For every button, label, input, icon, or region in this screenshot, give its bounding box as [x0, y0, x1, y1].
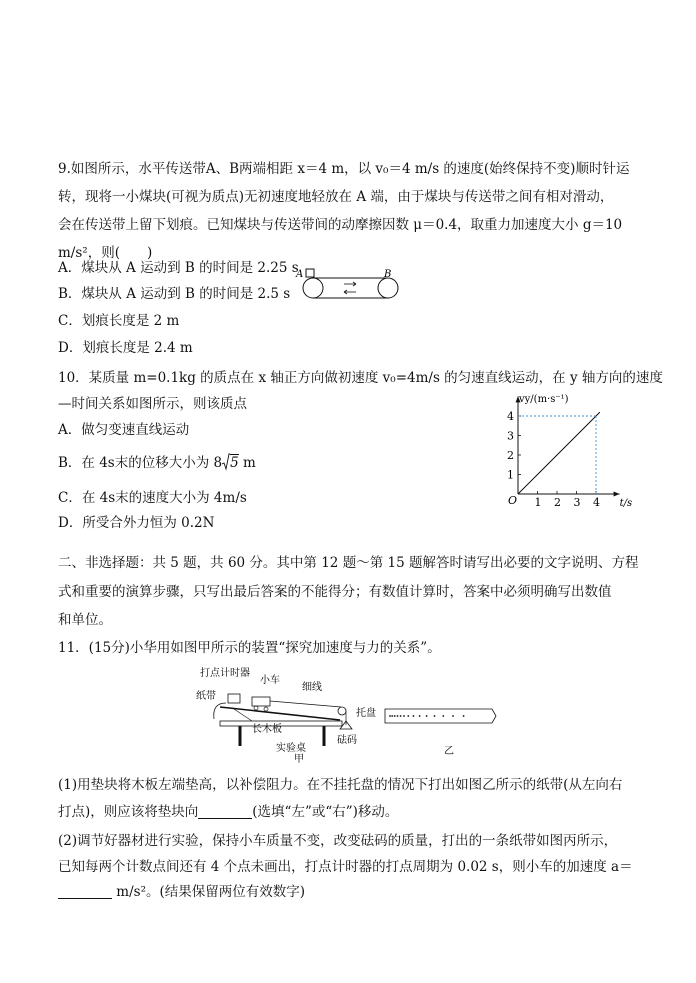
q11-part1-line-2	[58, 802, 398, 822]
q10-option-d: D．所受合外力恒为 0.2N	[58, 515, 215, 531]
x-tick-label: 1	[534, 496, 542, 509]
tape-dot	[442, 715, 444, 717]
cart-body	[252, 697, 270, 706]
label-tray: 托盘	[356, 708, 376, 719]
q10-option-b	[58, 453, 256, 473]
x-tick-label: 3	[573, 496, 581, 509]
tape-dot	[413, 715, 415, 717]
q11-part1-line-1: (1)用垫块将木板左端垫高，以补偿阻力。在不挂托盘的情况下打出如图乙所示的纸带(从左向右	[58, 777, 623, 793]
label-b: B	[384, 269, 392, 280]
sqrt-symbol	[222, 453, 239, 473]
conveyor-belt-figure	[292, 268, 404, 304]
q9-option-d: D．划痕长度是 2.4 m	[58, 340, 193, 356]
answer-blank-1[interactable]	[198, 804, 252, 819]
q11-part2-post: m/s²。(结果保留两位有效数字)	[112, 884, 306, 900]
y-tick-label: 1	[507, 468, 514, 482]
paper-tape-yi	[385, 709, 496, 723]
tape-dot	[391, 715, 393, 717]
q11-part2-line-3	[58, 882, 305, 902]
q11-part2-line-2: 已知每两个计数点间还有 4 个点未画出，打点计时器的打点周期为 0.02 s，则小车的加速度 a＝	[58, 859, 633, 875]
q9-line-1: 9.如图所示，水平传送带A、B两端相距 x＝4 m，以 v₀＝4 m/s 的速度(始终保持不变)顺时针运	[58, 161, 630, 177]
y-tick-label: 3	[507, 429, 514, 443]
x-axis-label: t/s	[619, 498, 633, 509]
q10-option-a: A．做匀变速直线运动	[58, 422, 190, 438]
label-tape: 纸带	[196, 691, 216, 702]
tape-dot	[407, 715, 409, 717]
q9-line-3: 会在传送带上留下划痕。已知煤块与传送带间的动摩擦因数 μ＝0.4，取重力加速度大小 g＝10	[58, 217, 623, 233]
left-pulley	[303, 278, 323, 298]
tape-dot	[419, 715, 421, 717]
pulley	[338, 707, 346, 715]
vy-t-chart	[498, 386, 638, 516]
y-axis-label: vy/(m·s⁻¹)	[519, 394, 569, 405]
q11-part1-pre: 打点)，则应该将垫块向	[58, 804, 199, 820]
tape-dots	[389, 715, 464, 717]
q11-part2-line-1: (2)调节好器材进行实验，保持小车质量不变，改变砝码的质量，打出的一条纸带如图丙所示，	[58, 833, 618, 849]
q10-option-b-unit: m	[238, 455, 256, 471]
label-a: A	[296, 269, 304, 280]
y-tick-label: 4	[507, 410, 514, 423]
y-tick-label: 2	[507, 449, 514, 462]
label-weight: 砝码	[337, 735, 357, 746]
q9-option-b: B．煤块从 A 运动到 B 的时间是 2.5 s	[58, 286, 291, 302]
series-line	[518, 412, 600, 494]
timer-box	[228, 694, 240, 703]
wooden-board	[220, 707, 340, 720]
label-table: 实验桌	[276, 743, 306, 754]
tape-dot	[434, 715, 436, 717]
q11-title: 11．(15分)小华用如图甲所示的装置“探究加速度与力的关系”。	[58, 640, 441, 656]
tape-dot	[452, 715, 454, 717]
q10-option-b-text: B．在 4s末的位移大小为 8	[58, 455, 223, 471]
q9-line-2: 转，现将一小煤块(可视为质点)无初速度地轻放在 A 端，由于煤块与传送带之间有相对滑动，	[58, 189, 614, 205]
q9-option-a: A．煤块从 A 运动到 B 的时间是 2.25 s	[58, 260, 299, 276]
label-cart: 小车	[260, 675, 280, 686]
q10-line-2: —时间关系如图所示，则该质点	[58, 396, 247, 412]
tape-dot	[426, 715, 428, 717]
label-board: 长木板	[252, 724, 282, 735]
x-tick-label: 4	[593, 496, 600, 509]
tape-dot	[389, 715, 391, 717]
label-timer: 打点计时器	[200, 668, 250, 679]
answer-blank-2[interactable]	[58, 884, 112, 899]
label-jia: 甲	[294, 754, 304, 765]
origin-label: O	[508, 494, 518, 507]
x-tick-label: 2	[554, 496, 561, 509]
q11-part1-post: (选填“左”或“右”)移动。	[252, 804, 399, 820]
q9-line-4: m/s²，则( )	[58, 245, 153, 261]
q10-line-1: 10．某质量 m=0.1kg 的质点在 x 轴正方向做初速度 v₀=4m/s 的匀速直线运动，在 y 轴方向的速度	[58, 370, 663, 386]
coal-block	[306, 269, 314, 277]
string-line	[270, 701, 341, 707]
section2-line-2: 式和重要的演算步骤，只写出最后答案的不能得分；有数值计算时，答案中必须明确写出数值	[58, 584, 612, 600]
section2-line-1: 二、非选择题：共 5 题，共 60 分。其中第 12 题～第 15 题解答时请写出必要的文字说明、方程	[58, 555, 639, 571]
tape-dot	[463, 715, 465, 717]
tape-dot	[397, 715, 399, 717]
right-pulley	[378, 278, 398, 298]
tape-dot	[394, 715, 396, 717]
tape-dot	[403, 715, 405, 717]
x-axis-arrow	[614, 492, 620, 497]
label-yi: 乙	[444, 746, 454, 757]
tape-dot	[400, 715, 402, 717]
label-string: 细线	[302, 682, 322, 693]
sqrt-radicand: 5	[230, 455, 239, 471]
q10-option-c: C．在 4s末的速度大小为 4m/s	[58, 490, 247, 506]
section2-line-3: 和单位。	[58, 612, 112, 628]
paper-tape	[214, 703, 226, 719]
q9-option-c: C．划痕长度是 2 m	[58, 313, 180, 329]
experiment-apparatus-figure	[190, 663, 510, 765]
